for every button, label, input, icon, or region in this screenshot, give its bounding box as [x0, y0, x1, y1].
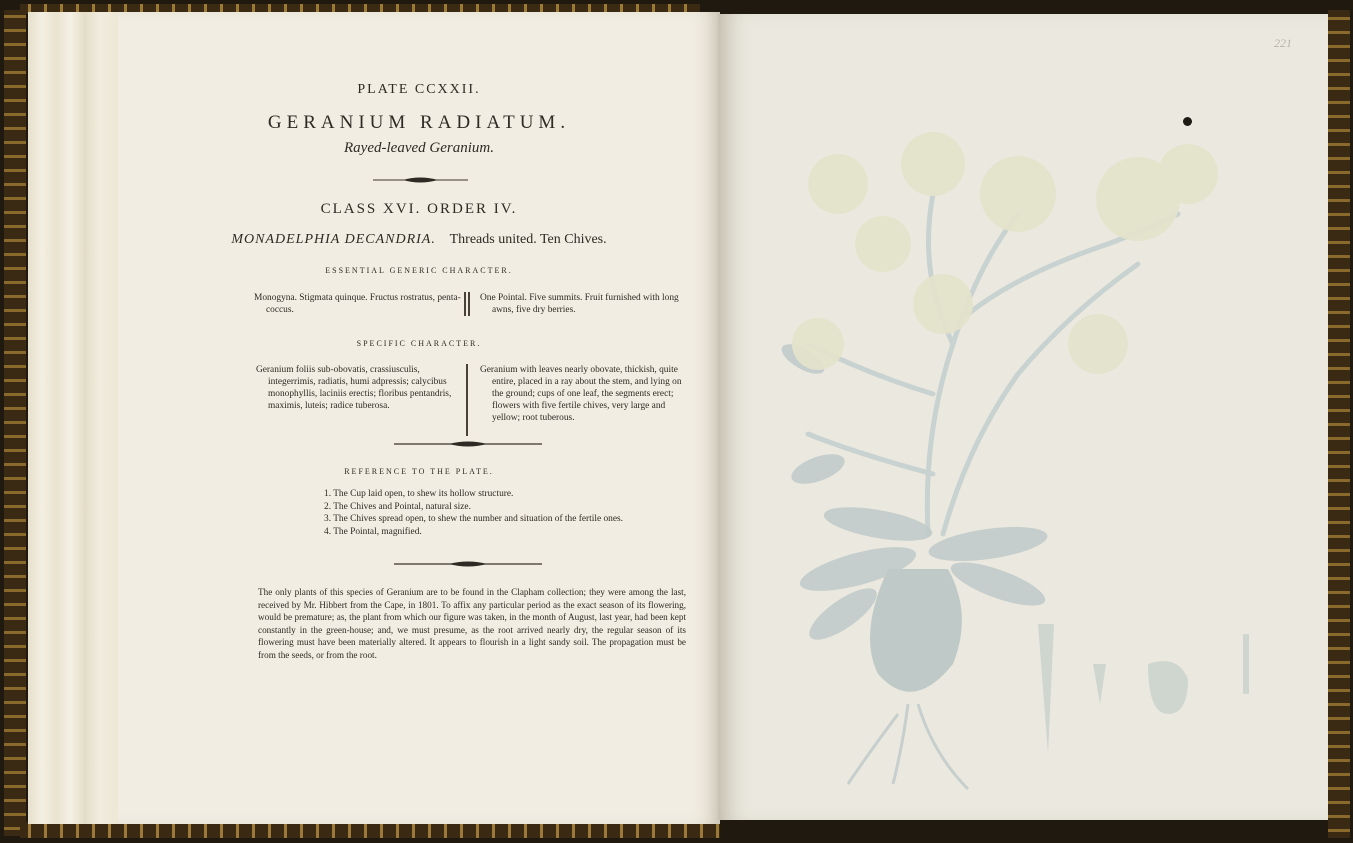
class-order: CLASS XVI. ORDER IV. — [320, 201, 518, 217]
class-line — [118, 232, 720, 248]
ornament-divider — [394, 438, 542, 450]
binding-right-edge — [1328, 10, 1350, 838]
binding-left-edge — [4, 10, 26, 836]
class-english: Threads united. Ten Chives. — [449, 232, 607, 247]
column-divider — [466, 364, 468, 436]
specific-latin: Geranium foliis sub-obovatis, crassiusculis, integerrimis, radiatis, humi adpressis; calycibus monophyllis, laciniis erectis; floribus pentandris, maximis, luteis; radice tuberosa. — [256, 365, 452, 411]
reference-list — [324, 488, 644, 538]
illustration-page — [718, 14, 1328, 820]
binding-bottom-edge — [20, 822, 720, 838]
class-latin: MONADELPHIA DECANDRIA. — [231, 232, 436, 247]
reference-heading: REFERENCE TO THE PLATE. — [344, 467, 494, 476]
plate-number: PLATE CCXXII. — [357, 82, 481, 97]
reference-item: 1. The Cup laid open, to shew its hollow structure. — [324, 489, 514, 499]
reference-item: 2. The Chives and Pointal, natural size. — [324, 501, 471, 512]
page-stack — [28, 12, 123, 824]
ornament-divider — [394, 558, 542, 570]
flowers — [792, 132, 1218, 374]
pencil-mark: 221 — [1274, 36, 1292, 50]
plant-name: GERANIUM RADIATUM. — [267, 112, 571, 133]
dissection-figures — [1038, 624, 1249, 754]
common-name: Rayed-leaved Geranium. — [344, 140, 494, 156]
plant-illustration — [718, 14, 1328, 820]
specific-english: Geranium with leaves nearly obovate, thickish, quite entire, placed in a ray about the stem, and lying on the ground; cups of one leaf, the segments erect; flowers with five fertile chives, very large and yellow; root tuberous. — [480, 365, 682, 423]
ornament-divider — [373, 174, 468, 186]
specific-heading: SPECIFIC CHARACTER. — [356, 339, 482, 348]
column-divider — [464, 292, 466, 316]
reference-item: 3. The Chives spread open, to shew the number and situation of the fertile ones. — [324, 514, 623, 524]
reference-item: 4. The Pointal, magnified. — [324, 526, 422, 537]
essential-generic-english: One Pointal. Five summits. Fruit furnished with long awns, five dry berries. — [480, 293, 679, 315]
essential-generic-heading: ESSENTIAL GENERIC CHARACTER. — [325, 266, 513, 275]
description-paragraph: The only plants of this species of Geranium are to be found in the Clapham collection; they were among the last, received by Mr. Hibbert from the Cape, in 1801. To affix any particular period as the exact season of its flowering, would be premature; as, the plant from which our figure was taken, in the month of August, last year, had been kept constantly in the green-house; and, we must presume, as the root arrived nearly dry, the regular season of its flowering must have been materially altered. It appears to flourish in a light sandy soil. The propagation must be from the seeds, or from the root. — [258, 587, 686, 660]
text-page — [118, 12, 720, 824]
column-divider — [468, 292, 470, 316]
essential-generic-latin: Monogyna. Stigmata quinque. Fructus rostratus, penta-coccus. — [254, 293, 461, 315]
